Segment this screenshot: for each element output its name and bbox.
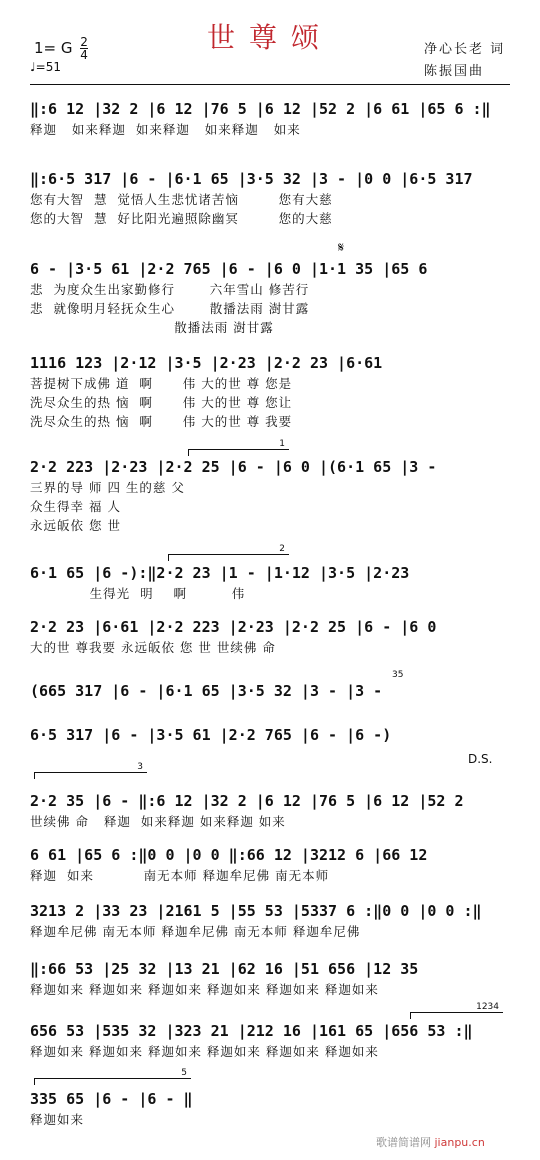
lyric-line: 释迦牟尼佛 南无本师 释迦牟尼佛 南无本师 释迦牟尼佛 [30,924,361,939]
notes-line: 2·2 223 |2·23 |2·2 25 |6 - |6 0 |(6·1 65 |3 - [30,458,437,476]
tempo-mark: ♩=51 [30,60,61,74]
lyric-line: 生得光 明 啊 伟 [30,586,246,601]
notes-line: 1116 123 |2·12 |3·5 |2·23 |2·2 23 |6·61 [30,354,383,372]
lyric-line: 三界的导 师 四 生的慈 父 [30,480,185,495]
lyric-line: 大的世 尊我要 永远皈依 您 世 世续佛 命 [30,640,276,655]
volta-number: 1234 [476,1002,499,1012]
lyric-line: 众生得幸 福 人 [30,499,121,514]
volta-bracket [410,1002,503,1019]
score-system [30,1088,510,1129]
lyric-line: 释迦如来 [30,1112,85,1127]
score-system [30,958,510,999]
volta-number: 1 [279,439,285,449]
ds-mark: D.S. [468,752,493,766]
lyricist-credit: 净心长老 词 [424,42,506,57]
score-system [30,1020,510,1061]
lyric-line: 悲 为度众生出家勤修行 六年雪山 修苦行 [30,282,310,297]
notes-line: 6·1 65 |6 -):‖2·2 23 |1 - |1·12 |3·5 |2·23 [30,564,410,582]
volta-bracket [168,544,289,561]
volta-number: 5 [181,1068,187,1078]
header-rule [30,84,510,85]
score-system [30,258,510,337]
segno-sign: 𝄋 [338,240,345,256]
composer-credit: 陈振国曲 [424,64,485,79]
notes-line: 6·5 317 |6 - |3·5 61 |2·2 765 |6 - |6 -) [30,726,392,744]
grace-note: 35 [392,670,404,680]
lyric-line: 世续佛 命 释迦 如来释迦 如来释迦 如来 [30,814,286,829]
lyric-line: 悲 就像明月轻抚众生心 散播法雨 澍甘露 [30,301,310,316]
lyric-line: 您有大智 慧 觉悟人生悲忧诸苦恼 您有大慈 [30,192,333,207]
notes-line: 3213 2 |33 23 |2161 5 |55 53 |5337 6 :‖0 0 |0 0 :‖ [30,902,482,920]
lyric-line: 洗尽众生的热 恼 啊 伟 大的世 尊 您让 [30,395,293,410]
notes-line: 656 53 |535 32 |323 21 |212 16 |161 65 |656 53 :‖ [30,1022,473,1040]
lyric-line: 释迦如来 释迦如来 释迦如来 释迦如来 释迦如来 释迦如来 [30,982,379,997]
score-system [30,562,510,603]
notes-line: 2·2 23 |6·61 |2·2 223 |2·23 |2·2 25 |6 - |6 0 [30,618,437,636]
lyric-line: 永远皈依 您 世 [30,518,121,533]
lyric-line: 菩提树下成佛 道 啊 伟 大的世 尊 您是 [30,376,293,391]
score-system [30,680,510,702]
notes-line: 6 - |3·5 61 |2·2 765 |6 - |6 0 |1·1 35 |65 6 [30,260,428,278]
score-system [30,616,510,657]
lyric-line: 您的大智 慧 好比阳光遍照除幽冥 您的大慈 [30,211,333,226]
score-system [30,844,510,885]
volta-bracket [34,1068,191,1085]
volta-bracket [188,439,289,456]
volta-number: 3 [137,762,143,772]
notes-line: (665 317 |6 - |6·1 65 |3·5 32 |3 - |3 - [30,682,383,700]
time-bottom: 4 [80,48,88,62]
watermark-text: 歌谱简谱网 [376,1136,431,1149]
site-watermark [376,1134,485,1150]
score-system [30,352,510,431]
notes-line: 2·2 35 |6 - ‖:6 12 |32 2 |6 12 |76 5 |6 12 |52 2 [30,792,464,810]
score-system [30,456,510,535]
notes-line: ‖:6·5 317 |6 - |6·1 65 |3·5 32 |3 - |0 0 |6·5 317 [30,170,473,188]
notes-line: ‖:66 53 |25 32 |13 21 |62 16 |51 656 |12 35 [30,960,419,978]
notes-line: ‖:6 12 |32 2 |6 12 |76 5 |6 12 |52 2 |6 61 |65 6 :‖ [30,100,491,118]
volta-bracket [34,762,147,779]
lyric-line: 洗尽众生的热 恼 啊 伟 大的世 尊 我要 [30,414,293,429]
key-label: 1= G [34,39,73,57]
watermark-url: jianpu.cn [434,1136,485,1149]
volta-number: 2 [279,544,285,554]
score-system [30,900,510,941]
time-signature [80,36,88,61]
time-top: 2 [80,35,88,49]
lyric-line: 释迦如来 释迦如来 释迦如来 释迦如来 释迦如来 释迦如来 [30,1044,379,1059]
lyric-line: 散播法雨 澍甘露 [30,320,274,335]
key-signature [34,36,88,61]
score-system [30,168,510,228]
notes-line: 335 65 |6 - |6 - ‖ [30,1090,193,1108]
lyric-line: 释迦 如来 南无本师 释迦牟尼佛 南无本师 [30,868,330,883]
song-title: 世尊颂 [206,21,333,54]
score-system [30,724,510,746]
lyric-line: 释迦 如来释迦 如来释迦 如来释迦 如来 [30,122,301,137]
score-system [30,790,510,831]
score-system [30,98,510,139]
notes-line: 6 61 |65 6 :‖0 0 |0 0 ‖:66 12 |3212 6 |66 12 [30,846,428,864]
